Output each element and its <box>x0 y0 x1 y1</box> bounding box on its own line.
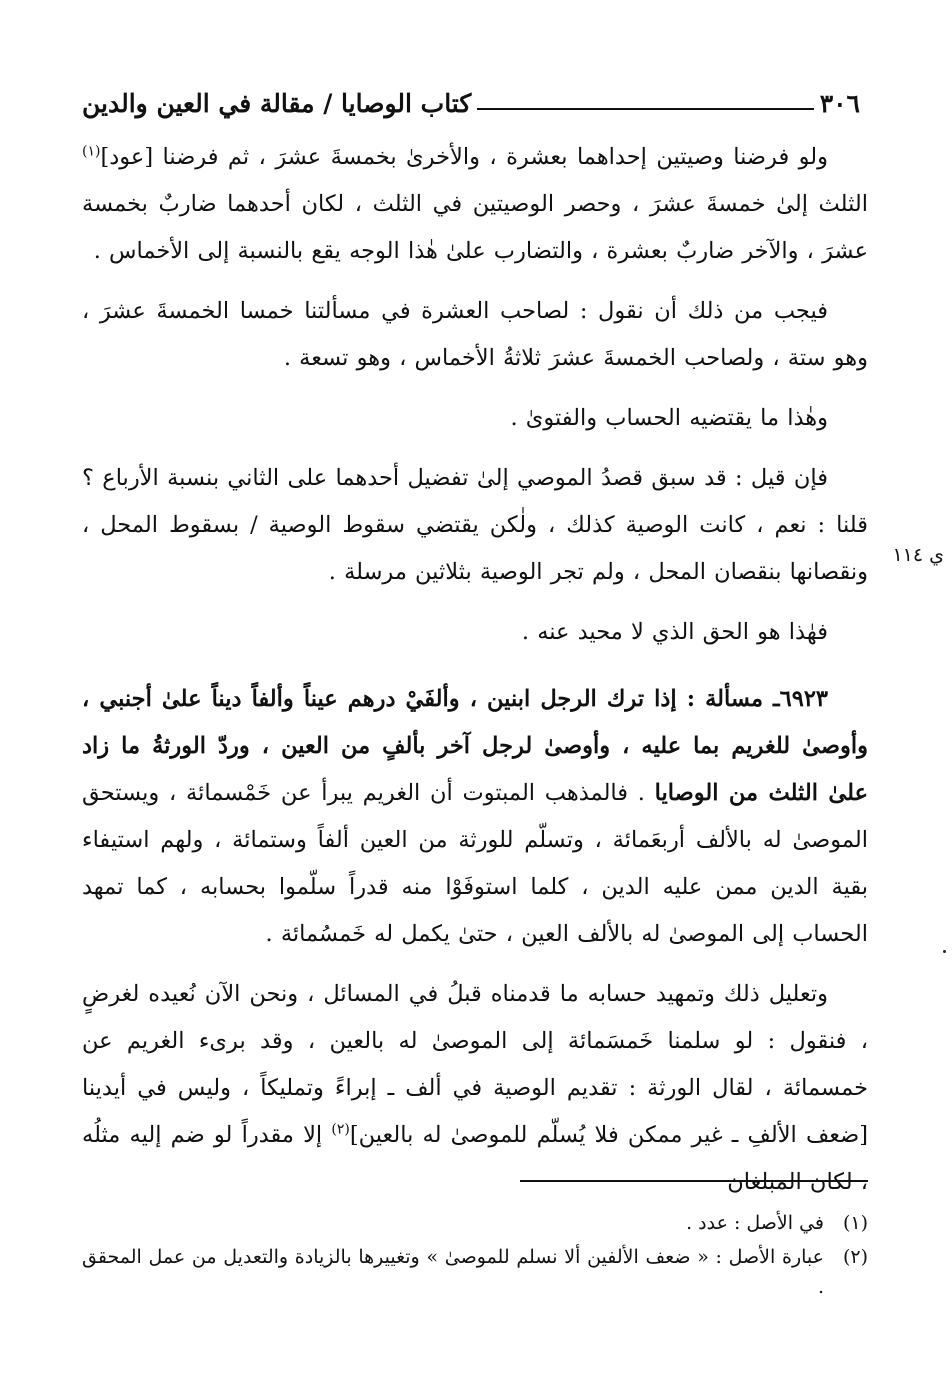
paragraph-3: وهٰذا ما يقتضيه الحساب والفتوىٰ . <box>510 405 828 431</box>
paragraph-last-text: وتعليل ذلك وتمهيد حسابه ما قدمناه قبلُ في المسائل ، ونحن الآن نُعيده لغرضٍ ، فنقول : لو سلمنا خَمسَمائة إلى الموصىٰ له بالعين ، وقد برىء الغريم عن خمسمائة ، لقال الورثة : تقديم الوصية في ألف ـ إبراءً وتمليكاً ، وليس في أيدينا [ضعف الألفِ ـ غير ممكن فلا يُسلّم للموصىٰ له بالعين] <box>82 981 868 1148</box>
footnote-number: (١) <box>842 1212 868 1234</box>
paragraph-1-text: ولو فرضنا وصيتين إحداهما بعشرة ، والأخرىٰ بخمسةَ عشرَ ، ثم فرضنا [عود] <box>100 144 828 170</box>
footnotes <box>82 1208 868 1306</box>
paragraph-5: فهٰذا هو الحق الذي لا محيد عنه . <box>521 619 828 645</box>
page-number: ٣٠٦ <box>819 89 860 118</box>
paragraph-4: فإن قيل : قد سبق قصدُ الموصي إلىٰ تفضيل أحدهما على الثاني بنسبة الأرباع ؟ قلنا : نعم ، كانت الوصية كذلك ، ولٰكن يقتضي سقوط الوصية / بسقوط المحل ، ونقصانها بنقصان المحل ، ولم تجر الوصية بثلاثين مرسلة . <box>82 465 868 585</box>
issue-text: . فالمذهب المبتوت أن الغريم يبرأ عن خَمْسمائة ، ويستحق الموصىٰ له بالألف أربعَمائة ، وتسلّم للورثة من العين ألفاً وستمائة ، ولهم استيفاء بقية الدين ممن عليه الدين ، كلما استوفَوْا منه قدراً سلّموا بحسابه ، كما تمهد الحساب إلى الموصىٰ له بالألف العين ، حتىٰ يكمل له خَمسُمائة . <box>82 780 868 947</box>
paragraph-last <box>82 971 868 1206</box>
edge-mark <box>943 950 946 953</box>
paragraph-1 <box>82 134 868 275</box>
footnote-text: في الأصل : عدد . <box>686 1212 824 1234</box>
issue-heading: ٦٩٢٣ـ مسألة : إذا ترك الرجل ابنين ، وألفَيْ درهم عيناً وألفاً ديناً علىٰ أجنبي ، وأوصىٰ للغريم بما عليه ، وأوصىٰ لرجل آخر بألفٍ من العين ، وردّ الورثةُ ما زاد علىٰ الثلث من الوصايا <box>82 686 868 806</box>
issue-paragraph <box>82 676 868 958</box>
main-text <box>82 134 868 1219</box>
paragraph-last-continuation: إلا مقدراً لو ضم إليه مثلُه ، لكان المبلغان <box>82 1122 868 1195</box>
footnote-text: عبارة الأصل : « ضعف الألفين ألا نسلم للموصىٰ » وتغييرها بالزيادة والتعديل من عمل المحقق . <box>82 1246 824 1298</box>
page-header <box>82 82 860 122</box>
footnote-rule <box>520 1180 868 1182</box>
footnote-ref-1: (١) <box>82 143 101 160</box>
footnote-number: (٢) <box>842 1246 868 1268</box>
header-title: كتاب الوصايا / مقالة في العين والدين <box>82 89 472 118</box>
footnote-ref-2: (٢) <box>331 1121 350 1138</box>
footnote-1 <box>82 1208 868 1238</box>
footnote-2 <box>82 1242 868 1302</box>
paragraph-1-continuation: الثلث إلىٰ خمسةَ عشرَ ، وحصر الوصيتين في الثلث ، لكان أحدهما ضاربٌ بخمسة عشرَ ، والآخر ضاربٌ بعشرة ، والتضارب علىٰ هٰذا الوجه يقع بالنسبة إلى الأخماس . <box>82 191 868 264</box>
paragraph-2: فيجب من ذلك أن نقول : لصاحب العشرة في مسألتنا خمسا الخمسةَ عشرَ ، وهو ستة ، ولصاحب الخمسةَ عشرَ ثلاثةُ الأخماس ، وهو تسعة . <box>82 298 868 371</box>
header-rule <box>477 108 813 110</box>
margin-page-reference: ي ١١٤ <box>892 544 944 566</box>
